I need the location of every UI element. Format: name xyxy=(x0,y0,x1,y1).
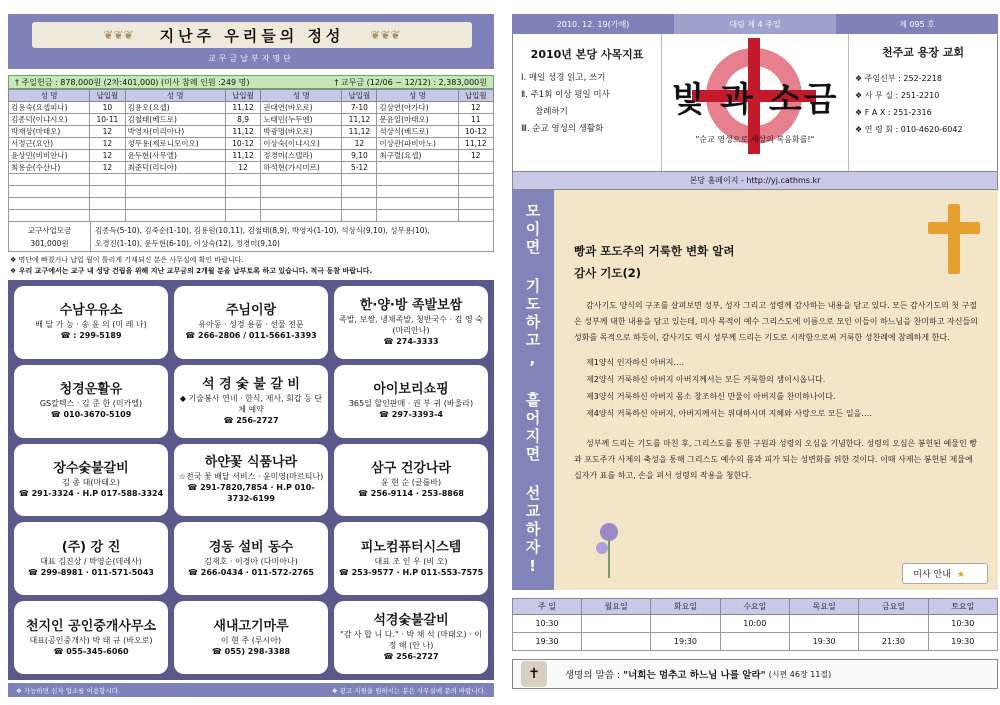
goal-item: Ⅰ. 매일 성경 읽고, 쓰기 xyxy=(521,73,606,83)
ad-detail: 족발, 보쌈, 냉채족발, 청반국수 · 김 영 숙 (마리안나) xyxy=(339,314,483,335)
table-cell: 박영자(미리아나) xyxy=(125,126,225,138)
ad-name: 피노컴퓨터시스템 xyxy=(360,539,462,555)
ad-phone: ☎ 266-0434 · 011-572-2765 xyxy=(188,567,314,577)
newsletter-logo xyxy=(661,34,849,171)
vertical-motto: 모이면 기도하고, 흩어지면 선교하자! xyxy=(512,190,554,590)
ad-name: 천지인 공인중개사무소 xyxy=(25,618,157,634)
ad-detail: 윤 현 순 (글룹바) xyxy=(380,477,442,487)
mass-time xyxy=(789,615,858,633)
table-cell: 성무용(제로니모이오) xyxy=(125,138,225,150)
column-header: 성 명 xyxy=(261,90,342,102)
ad-phone: ☎ 291-3324 · H.P 017-588-3324 xyxy=(18,488,164,498)
table-row xyxy=(9,186,494,198)
left-footer xyxy=(8,683,494,697)
list-item: 제2양식 거룩하신 아버지 아버지께서는 모든 거룩함의 샘이시옵니다. xyxy=(586,375,826,384)
ad-detail: 배 달 가 능 · 송 윤 의 (미 레 나) xyxy=(35,320,147,330)
ad-phone: ☎ 256-2727 xyxy=(223,415,279,425)
notes xyxy=(8,255,494,277)
ad-card xyxy=(174,601,328,674)
homepage-link[interactable]: 본당 홈페이지 - http://yj.cathms.kr xyxy=(512,172,998,190)
table-cell: 11,12 xyxy=(225,126,260,138)
ad-name: 주님이랑 xyxy=(225,303,277,319)
ad-phone: ☎ 299-8981 · 011-571-5043 xyxy=(28,567,154,577)
table-cell xyxy=(261,210,342,222)
table-cell xyxy=(9,198,90,210)
table-cell xyxy=(225,174,260,186)
table-cell xyxy=(125,174,225,186)
table-cell: 윤상민(비비안나) xyxy=(9,150,90,162)
table-row xyxy=(9,162,494,174)
ad-card xyxy=(174,286,328,359)
ad-detail: 대표 김진상 / 박영순(데레사) xyxy=(40,556,142,566)
offering-bar xyxy=(8,75,494,89)
word-of-life xyxy=(512,659,998,689)
article-paragraph: 감사기도 양식의 구조를 살펴보면 성부, 성자 그리고 성령께 감사하는 내용을 담고 있다. 모든 감사기도의 첫 구절은 성부께 대한 내용을 담고 있는데, 미사 목적이 예수 그리스도에 이름으로 모인 이들이 하느님을 찬미하고 자신들의 성화를 목적으로 하듯이, 감사기도 역시 성부께 드리는 기도로 시작함으로써 거룩한 성찬례에 참례하게 한다. xyxy=(574,301,978,342)
ad-phone: ☎ 297-3393-4 xyxy=(379,410,443,420)
table-cell: 정경미(스텔라) xyxy=(261,150,342,162)
table-cell xyxy=(9,174,90,186)
list-item: 제4양식 거룩하신 아버지, 아버지께서는 위대하시며 지혜와 사랑으로 모든 일을…. xyxy=(586,409,872,418)
ad-detail: 365일 할인판매 · 권 부 귀 (바울라) xyxy=(348,399,474,409)
table-cell: 최구렬(요셉) xyxy=(377,150,458,162)
mass-guide-label: 미사 안내 xyxy=(913,570,951,580)
article xyxy=(554,190,998,590)
forms-list xyxy=(574,354,980,422)
table-cell xyxy=(458,186,493,198)
day-header: 수요일 xyxy=(720,599,789,615)
column-header: 성 명 xyxy=(9,90,90,102)
ad-phone: ☎ 055) 298-3388 xyxy=(211,646,291,656)
ad-name: 경동 설비 동수 xyxy=(208,539,294,555)
day-header: 월요일 xyxy=(581,599,650,615)
contribution-summary: † 교무금 (12/06 ~ 12/12) : 2,383,000원 xyxy=(334,77,487,87)
table-cell xyxy=(225,198,260,210)
ad-detail: 유아동 · 성경 용품 · 선물 전문 xyxy=(198,320,304,330)
table-cell: 윤두현(사무엘) xyxy=(125,150,225,162)
issue-bar xyxy=(512,14,998,34)
table-cell: 10-12 xyxy=(458,126,493,138)
ads-grid xyxy=(8,280,494,680)
diocese-fund-line: 김종득(5-10), 김죽순(1-10), 김용원(10,11), 김철태(8,9), 박영자(1-10), 석상식(9,10), 성무용(10), xyxy=(95,226,430,235)
table-cell xyxy=(9,186,90,198)
ad-name: 장수숯불갈비 xyxy=(53,460,129,476)
column-header: 납입월 xyxy=(90,90,125,102)
table-row xyxy=(9,138,494,150)
table-cell xyxy=(261,174,342,186)
table-cell: 노태민(누두엔) xyxy=(261,114,342,126)
table-cell: 11,12 xyxy=(225,102,260,114)
table-cell: 8,9 xyxy=(225,114,260,126)
mass-time: 19:30 xyxy=(651,633,720,651)
table-cell xyxy=(377,186,458,198)
table-cell: 12 xyxy=(458,150,493,162)
table-cell: 12 xyxy=(90,126,125,138)
mass-time xyxy=(720,633,789,651)
table-cell: 서정근(요안) xyxy=(9,138,90,150)
table-cell xyxy=(342,186,377,198)
pastoral-goals xyxy=(513,34,661,171)
diocese-fund-amount: 301,000원 xyxy=(30,238,69,248)
ad-card xyxy=(14,286,168,359)
day-header: 주 일 xyxy=(513,599,582,615)
mass-time: 19:30 xyxy=(513,633,582,651)
table-cell: 11 xyxy=(458,114,493,126)
table-cell: 12 xyxy=(90,138,125,150)
ornament-icon: ❦❦❦ xyxy=(103,28,134,42)
table-cell xyxy=(458,162,493,174)
phone-contact: ❖ 연 령 회 : 010-4620-6042 xyxy=(855,125,963,134)
table-cell: 12 xyxy=(225,162,260,174)
left-subtitle: 교무금납부자명단 xyxy=(208,54,294,63)
table-cell xyxy=(377,210,458,222)
table-cell: 최준덕(리디아) xyxy=(125,162,225,174)
table-cell xyxy=(90,186,125,198)
star-icon: ★ xyxy=(956,570,965,580)
ad-phone: ☎ 291-7820,7854 · H.P 010-3732-6199 xyxy=(187,483,315,504)
table-row xyxy=(9,126,494,138)
liturgical-week: 대림 제 4 주일 xyxy=(674,14,836,34)
table-cell xyxy=(125,186,225,198)
ad-name: 삼구 건강나라 xyxy=(371,460,451,476)
column-header: 납입월 xyxy=(458,90,493,102)
slogan: "순교 영성으로 세상의 복음화를!" xyxy=(695,135,815,144)
column-header: 납입월 xyxy=(342,90,377,102)
ad-card xyxy=(334,601,488,674)
table-cell xyxy=(377,198,458,210)
list-item: 제1양식 인자하신 아버지…. xyxy=(586,358,684,367)
ad-name: 아이보리쇼핑 xyxy=(373,382,449,398)
goal-item: Ⅱ. 주1회 이상 평일 미사 xyxy=(521,90,610,100)
jesus-portrait-icon: ✝ xyxy=(521,661,547,687)
ad-phone: ☎ 266-2806 / 011-5661-3393 xyxy=(185,331,317,341)
table-cell: 김상연(아가다) xyxy=(377,102,458,114)
ornament-icon: ❦❦❦ xyxy=(370,28,401,42)
phone-office: ❖ 사 무 실 : 251-2210 xyxy=(855,91,940,100)
table-cell: 11,12 xyxy=(458,138,493,150)
table-cell xyxy=(377,162,458,174)
left-header xyxy=(8,14,494,69)
table-cell: 11,12 xyxy=(342,126,377,138)
ad-name: 새내고기마루 xyxy=(213,618,289,634)
mass-time: 19:30 xyxy=(928,633,997,651)
masthead xyxy=(512,34,998,172)
mass-time: 10:30 xyxy=(513,615,582,633)
ad-card xyxy=(14,601,168,674)
table-cell xyxy=(261,186,342,198)
phone-pastor: ❖ 주임신부 : 252-2218 xyxy=(855,74,942,83)
church-name: 천주교 용장 교회 xyxy=(881,46,965,59)
ad-name: 석경숯불갈비 xyxy=(373,613,449,629)
ad-card xyxy=(174,444,328,517)
ad-card xyxy=(174,522,328,595)
article-heading: 빵과 포도주의 거룩한 변화 알려 xyxy=(574,244,735,258)
ad-name: 석 경 숯 불 갈 비 xyxy=(202,376,300,392)
table-cell: 12 xyxy=(90,150,125,162)
table-cell: 10 xyxy=(90,102,125,114)
footer-note: ❖ 가능하면 신자 업소를 이용합시다. xyxy=(16,686,121,695)
table-row xyxy=(9,198,494,210)
mass-time: 19:30 xyxy=(789,633,858,651)
ad-name: 한·양·방 족발보쌈 xyxy=(359,297,463,313)
note-text: ❖ 우리 교구에서는 교구 내 성당 건립을 위해 지난 교무금의 2개월 분을 납부토록 하고 있습니다. 적극 동참 바랍니다. xyxy=(10,267,373,275)
table-cell: 석상식(베드로) xyxy=(377,126,458,138)
flower-icon xyxy=(594,518,624,578)
goal-item: 참례하기 xyxy=(535,107,568,117)
ad-detail: "감 사 합 니 다." · 박 채 석 (마태오) · 이 정 해 (안 나) xyxy=(340,630,482,651)
issue-date: 2010. 12. 19(가해) xyxy=(556,19,630,29)
table-cell: 10-11 xyxy=(90,114,125,126)
ad-detail: 김 종 대(마태오) xyxy=(62,477,120,487)
table-cell xyxy=(342,198,377,210)
table-row xyxy=(9,150,494,162)
column-header: 성 명 xyxy=(125,90,225,102)
table-cell: 박광명(바오로) xyxy=(261,126,342,138)
ad-card xyxy=(334,444,488,517)
table-cell: 권대연(바오로) xyxy=(261,102,342,114)
table-cell xyxy=(225,210,260,222)
church-info xyxy=(849,34,997,171)
cross-icon xyxy=(928,204,980,274)
word-reference: (시편 46장 11절) xyxy=(768,669,832,679)
mass-time xyxy=(651,615,720,633)
article-paragraph: 성부께 드리는 기도를 마친 후, 그리스도를 통한 구원과 성령의 오심을 기념한다. 성령의 오심은 봉헌된 예물인 빵과 포도주가 사제의 축성을 통해 그리스도 예수의 몸과 피가 되는 성변화를 위한 것이다. 이때 사제는 봉헌된 제물에 십자가 표를 하고, 손을 펴서 성령의 작용을 청한다. xyxy=(574,439,977,480)
day-header: 토요일 xyxy=(928,599,997,615)
offering-summary: † 주일헌금 : 878,000원 (2차:401,000) (미사 참례 인원 :249 명) xyxy=(15,77,250,87)
word-text: "너희는 멈추고 하느님 나를 알라" xyxy=(623,670,766,681)
ad-phone: ☎ 055-345-6060 xyxy=(53,646,129,656)
table-cell xyxy=(342,174,377,186)
ad-phone: ☎ 256-2727 xyxy=(383,652,439,662)
mass-row xyxy=(513,633,998,651)
table-cell xyxy=(458,174,493,186)
ad-name: 하얀꽃 식품나라 xyxy=(204,455,298,471)
table-row xyxy=(9,114,494,126)
ad-detail: 이 현 주 (루시아) xyxy=(220,635,282,645)
table-cell: 문윤일(마태오) xyxy=(377,114,458,126)
table-cell xyxy=(261,198,342,210)
phone-fax: ❖ F A X : 251-2316 xyxy=(855,108,932,117)
pastoral-goals-title: 2010년 본당 사목지표 xyxy=(530,48,644,61)
diocese-fund-title: 교구사업모금 xyxy=(27,225,72,235)
article-subheading: 감사 기도(2) xyxy=(574,266,641,280)
column-header: 납입월 xyxy=(225,90,260,102)
page-title: 지난주 우리들의 정성 xyxy=(159,26,345,45)
table-cell: 11,12 xyxy=(225,150,260,162)
ad-card xyxy=(334,365,488,438)
ad-detail: ☆전국 꽃 배달 서비스 · 윤미영(마르티나) xyxy=(178,472,324,482)
table-header-row xyxy=(9,90,494,102)
ad-detail: 김재호 · 이경아 (다미아나) xyxy=(204,556,298,566)
table-cell: 5-12 xyxy=(342,162,377,174)
table-cell: 10-12 xyxy=(225,138,260,150)
ad-card xyxy=(174,365,328,438)
mass-time: 10:30 xyxy=(928,615,997,633)
ad-phone: ☎ 274-3333 xyxy=(383,336,439,346)
ad-card xyxy=(334,286,488,359)
contribution-table xyxy=(8,89,494,222)
table-cell xyxy=(125,210,225,222)
mass-guide-title xyxy=(902,563,988,584)
ad-phone: ☎ 256-9114 · 253-8868 xyxy=(358,488,464,498)
table-cell: 12 xyxy=(342,138,377,150)
mass-row xyxy=(513,615,998,633)
note-text: ❖ 명단에 빠졌거나 납입 월이 틀리게 기재되신 분은 사무실에 확인 바랍니다. xyxy=(10,256,244,264)
mass-schedule-table xyxy=(512,598,998,651)
diocese-fund-names xyxy=(91,222,493,251)
article-area xyxy=(512,190,998,590)
word-label: 생명의 말씀 : xyxy=(565,670,621,681)
goal-item: Ⅲ. 순교 영성의 생활화 xyxy=(521,124,604,134)
table-cell xyxy=(125,198,225,210)
table-cell xyxy=(342,210,377,222)
ad-detail: GS칼텍스 · 김 준 한 (미카엘) xyxy=(39,399,143,409)
table-cell xyxy=(458,210,493,222)
right-page xyxy=(512,14,998,697)
mass-time: 21:30 xyxy=(859,633,928,651)
ad-detail: 대표 조 인 우 (비 오) xyxy=(374,556,448,566)
logo-word: 빛 과 소금 xyxy=(671,80,839,120)
diocese-fund-label xyxy=(9,222,91,251)
ad-name: 수남우유소 xyxy=(59,303,123,319)
mass-time: 10:00 xyxy=(720,615,789,633)
table-cell: 11,12 xyxy=(342,114,377,126)
table-cell xyxy=(225,186,260,198)
ad-name: (주) 강 진 xyxy=(61,539,121,555)
table-cell: 9,10 xyxy=(342,150,377,162)
ad-phone: ☎ : 299-5189 xyxy=(60,331,122,341)
mass-time xyxy=(581,615,650,633)
day-header: 금요일 xyxy=(859,599,928,615)
ad-detail: ◆ 기술봉사 연네 · 한식, 제사, 회갑 등 단체 예약 xyxy=(179,393,323,414)
ad-card xyxy=(14,365,168,438)
table-cell: 박재상(마태오) xyxy=(9,126,90,138)
table-cell: 하석현(가시미르) xyxy=(261,162,342,174)
table-cell xyxy=(9,210,90,222)
mass-time xyxy=(581,633,650,651)
table-cell: 김용숙(요셉피나) xyxy=(9,102,90,114)
table-row xyxy=(9,174,494,186)
day-header: 목요일 xyxy=(789,599,858,615)
table-cell xyxy=(90,210,125,222)
mass-header-row xyxy=(513,599,998,615)
list-item: 제3양식 거룩하신 아버지 몸소 창조하신 만물이 아버지를 찬미하나이다. xyxy=(586,392,836,401)
table-cell: 12 xyxy=(90,162,125,174)
issue-number: 제 095 호 xyxy=(899,19,935,29)
table-cell xyxy=(377,174,458,186)
left-page xyxy=(8,14,494,697)
diocese-fund-line: 오경진(1-10), 윤두현(6-10), 이상숙(12), 정경미(9,10) xyxy=(95,239,280,248)
table-row xyxy=(9,210,494,222)
ad-phone: ☎ 010-3670-5109 xyxy=(50,410,132,420)
table-cell: 이상숙(이냐시오) xyxy=(261,138,342,150)
column-header: 성 명 xyxy=(377,90,458,102)
mass-time xyxy=(859,615,928,633)
ad-card xyxy=(334,522,488,595)
table-row xyxy=(9,102,494,114)
ad-detail: 대표(공인중개사) 박 태 규 (바오로) xyxy=(29,635,153,645)
footer-note: ❖ 광고 지원을 원하시는 분은 사무실에 문의 바랍니다. xyxy=(331,686,486,695)
table-body xyxy=(9,102,494,222)
ad-name: 청경운활유 xyxy=(59,382,123,398)
table-cell: 이상관(파비아노) xyxy=(377,138,458,150)
table-cell: 김종덕(이냐시오) xyxy=(9,114,90,126)
left-title-box xyxy=(32,22,472,48)
table-cell: 7-10 xyxy=(342,102,377,114)
table-cell xyxy=(90,174,125,186)
ad-phone: ☎ 253-9577 · H.P 011-553-7575 xyxy=(338,567,484,577)
table-cell: 김용오(요셉) xyxy=(125,102,225,114)
table-cell: 12 xyxy=(458,102,493,114)
table-cell: 최용순(수산나) xyxy=(9,162,90,174)
table-cell: 김철태(베드로) xyxy=(125,114,225,126)
ad-card xyxy=(14,522,168,595)
ad-card xyxy=(14,444,168,517)
mass-body xyxy=(513,615,998,651)
table-cell xyxy=(458,198,493,210)
table-cell xyxy=(90,198,125,210)
day-header: 화요일 xyxy=(651,599,720,615)
diocese-fund-row xyxy=(8,222,494,252)
